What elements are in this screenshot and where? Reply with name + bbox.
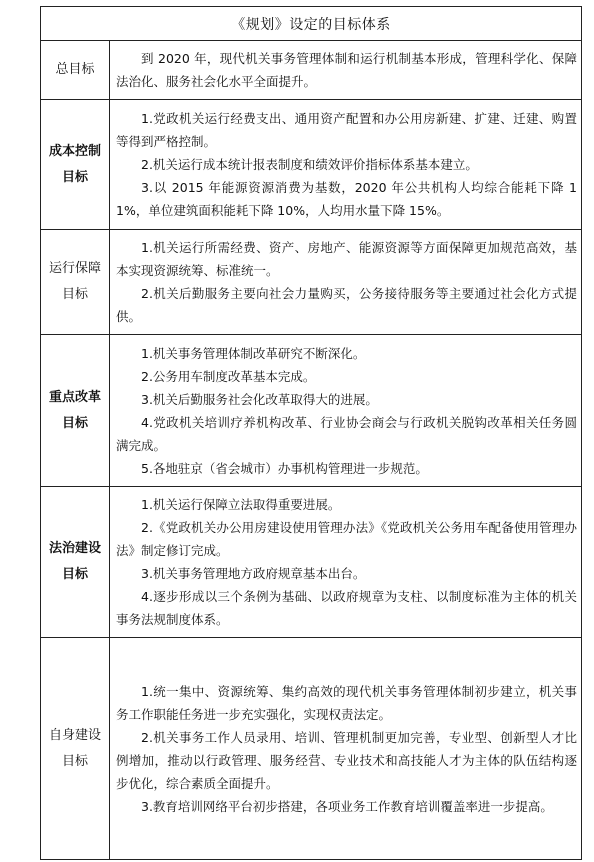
goal-item: 3.机关事务管理地方政府规章基本出台。 bbox=[141, 566, 366, 581]
goal-item: 2.机关后勤服务主要向社会力量购买，公务接待服务等主要通过社会化方式提供。 bbox=[116, 286, 577, 324]
goal-item: 3.机关后勤服务社会化改革取得大的进展。 bbox=[141, 391, 378, 407]
goal-system-table bbox=[40, 6, 582, 860]
goal-item: 4.党政机关培训疗养机构改革、行业协会商会与行政机关脱钩改革相关任务圆满完成。 bbox=[116, 414, 577, 453]
row-label-operation-support bbox=[41, 230, 110, 335]
goal-item: 2.《党政机关办公用房建设使用管理办法》《党政机关公务用车配备使用管理办法》制定修订完成。 bbox=[116, 520, 577, 558]
row-label-key-reform bbox=[41, 335, 110, 487]
goal-item: 1.党政机关运行经费支出、通用资产配置和办公用房新建、扩建、迁建、购置等得到严格控制。 bbox=[116, 111, 577, 149]
goal-item: 1.机关运行保障立法取得重要进展。 bbox=[141, 497, 341, 512]
table-title-row bbox=[41, 7, 582, 41]
row-content-cost-control bbox=[110, 100, 582, 230]
table-row bbox=[41, 230, 582, 335]
row-content-operation-support bbox=[110, 230, 582, 335]
row-label-cost-control bbox=[41, 100, 110, 230]
row-content-key-reform bbox=[110, 335, 582, 487]
row-label-text: 成本控制 bbox=[48, 143, 101, 159]
row-label-text: 目标 bbox=[61, 415, 88, 431]
goal-item: 3.以 2015 年能源资源消费为基数，2020 年公共机构人均综合能耗下降 11%，单位建筑面积能耗下降 10%，人均用水量下降 15%。 bbox=[116, 180, 577, 218]
goal-item: 3.教育培训网络平台初步搭建，各项业务工作教育培训覆盖率进一步提高。 bbox=[141, 798, 553, 814]
goal-item: 到 2020 年，现代机关事务管理体制和运行机制基本形成，管理科学化、保障法治化、服务社会化水平全面提升。 bbox=[116, 51, 577, 89]
goal-item: 4.逐步形成以三个条例为基础、以政府规章为支柱、以制度标准为主体的机关事务法规制度体系。 bbox=[116, 589, 577, 627]
goal-item: 2.公务用车制度改革基本完成。 bbox=[141, 368, 316, 384]
goal-item: 5.各地驻京（省会城市）办事机构管理进一步规范。 bbox=[141, 460, 428, 476]
goal-item: 1.统一集中、资源统筹、集约高效的现代机关事务管理体制初步建立，机关事务工作职能任务进一步充实强化，实现权责法定。 bbox=[116, 683, 577, 722]
row-label-text: 目标 bbox=[61, 753, 88, 769]
row-label-text: 目标 bbox=[61, 169, 88, 185]
row-label-text: 总目标 bbox=[55, 62, 95, 77]
goal-item: 2.机关事务工作人员录用、培训、管理机制更加完善，专业型、创新型人才比例增加，推动以行政管理、服务经营、专业技术和高技能人才为主体的队伍结构逐步优化，综合素质全面提升。 bbox=[116, 729, 577, 791]
goal-item: 2.机关运行成本统计报表制度和绩效评价指标体系基本建立。 bbox=[141, 157, 478, 172]
row-label-text: 自身建设 bbox=[48, 727, 101, 743]
goal-item: 1.机关事务管理体制改革研究不断深化。 bbox=[141, 345, 366, 361]
row-content-overall-goal bbox=[110, 41, 582, 100]
table-row bbox=[41, 335, 582, 487]
table-title: 《规划》设定的目标体系 bbox=[41, 7, 582, 41]
table-row bbox=[41, 487, 582, 638]
row-label-text: 法治建设 bbox=[48, 541, 101, 556]
row-label-text: 运行保障 bbox=[48, 261, 101, 276]
table-row bbox=[41, 41, 582, 100]
row-content-rule-of-law bbox=[110, 487, 582, 638]
table-row bbox=[41, 100, 582, 230]
table-row bbox=[41, 638, 582, 860]
row-label-rule-of-law bbox=[41, 487, 110, 638]
goal-item: 1.机关运行所需经费、资产、房地产、能源资源等方面保障更加规范高效，基本实现资源统筹、标准统一。 bbox=[116, 240, 577, 278]
row-label-self-building bbox=[41, 638, 110, 860]
row-content-self-building bbox=[110, 638, 582, 860]
row-label-overall-goal bbox=[41, 41, 110, 100]
row-label-text: 目标 bbox=[61, 287, 88, 302]
row-label-text: 目标 bbox=[61, 567, 88, 582]
row-label-text: 重点改革 bbox=[48, 389, 101, 405]
